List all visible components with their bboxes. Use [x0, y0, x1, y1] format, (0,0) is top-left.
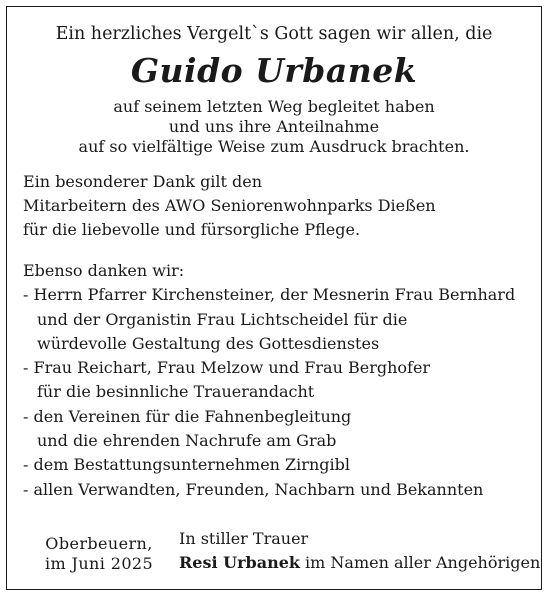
date: im Juni 2025: [44, 554, 154, 573]
signer-name: Resi Urbanek: [179, 553, 300, 572]
thanks-list: [23, 259, 533, 502]
signoff: [179, 527, 539, 575]
thanks-item-continued: für die besinnliche Trauerandacht: [37, 382, 315, 402]
thanks-item-continued: und der Organistin Frau Lichtscheidel für die: [37, 309, 408, 329]
thanks-item: - allen Verwandten, Freunden, Nachbarn und Bekannten: [23, 479, 484, 499]
obituary-notice: [6, 6, 542, 590]
signer-line: [179, 551, 539, 575]
place-date: [29, 534, 169, 574]
special-thanks: [23, 170, 523, 242]
special-thanks-line: Mitarbeitern des AWO Seniorenwohnparks Dießen: [23, 196, 436, 215]
farewell-line: und uns ihre Anteilnahme: [168, 117, 380, 136]
place: Oberbeuern,: [45, 534, 153, 553]
thanks-heading: Ebenso danken wir:: [23, 261, 185, 280]
thanks-item: - Herrn Pfarrer Kirchensteiner, der Mesnerin Frau Bernhard: [23, 285, 516, 305]
thanks-item-continued: würdevolle Gestaltung des Gottesdienstes: [37, 333, 380, 353]
intro-line: Ein herzliches Vergelt`s Gott sagen wir allen, die: [55, 24, 493, 44]
special-thanks-line: Ein besonderer Dank gilt den: [23, 172, 263, 191]
mourning-line: In stiller Trauer: [179, 529, 309, 548]
signer-suffix: im Namen aller Angehörigen: [299, 553, 541, 572]
farewell-line: auf so vielfältige Weise zum Ausdruck brachten.: [78, 137, 470, 156]
thanks-item: - Frau Reichart, Frau Melzow und Frau Berghofer: [23, 358, 431, 378]
special-thanks-line: für die liebevolle und fürsorgliche Pflege.: [23, 220, 361, 239]
deceased-name: Guido Urbanek: [130, 51, 418, 90]
farewell-line: auf seinem letzten Weg begleitet haben: [113, 97, 435, 116]
farewell-lines: [7, 97, 541, 157]
thanks-item-continued: und die ehrenden Nachrufe am Grab: [37, 431, 337, 451]
thanks-item: - den Vereinen für die Fahnenbegleitung: [23, 406, 352, 426]
thanks-item: - dem Bestattungsunternehmen Zirngibl: [23, 455, 350, 475]
